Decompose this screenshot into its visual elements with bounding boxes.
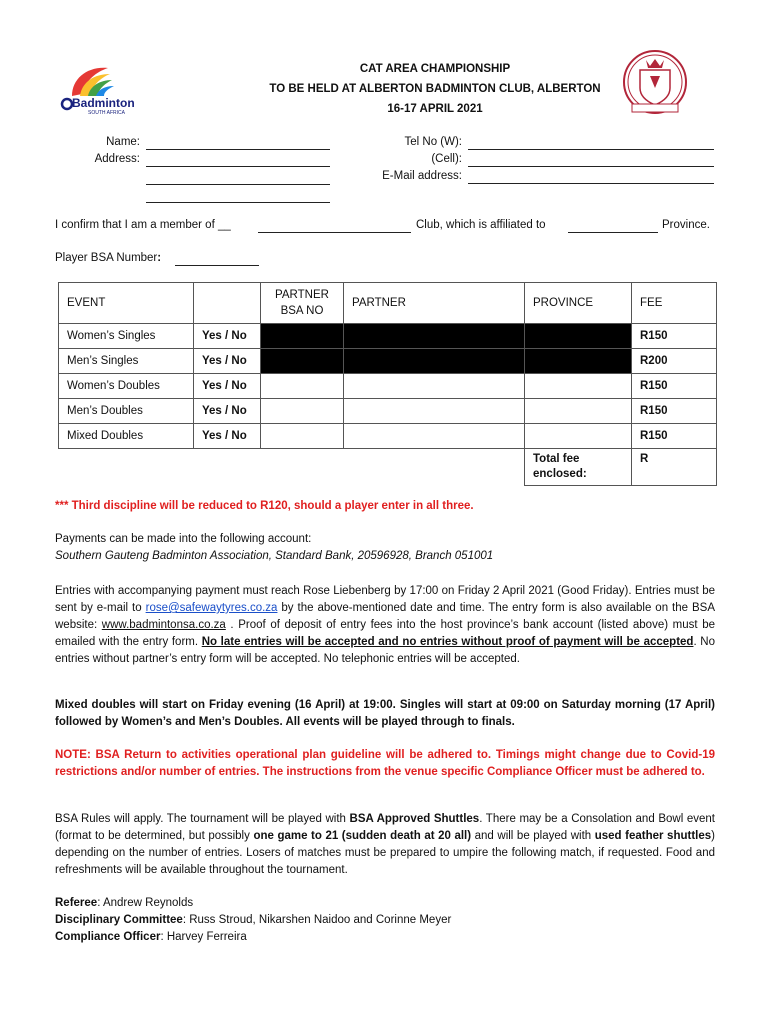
rules-text-a: BSA Rules will apply. The tournament will be played with — [55, 813, 346, 825]
fee-cell: R150 — [632, 399, 717, 424]
table-row — [59, 324, 717, 349]
bsa-number-label — [55, 252, 161, 264]
header-fee: FEE — [632, 283, 717, 324]
logo-subtext: SOUTH AFRICA — [88, 110, 125, 116]
province-cell[interactable] — [525, 399, 632, 424]
confirm-text-2: Club, which is affiliated to — [416, 219, 546, 231]
official-referee — [55, 895, 451, 912]
yes-no-choice[interactable]: Yes / No — [194, 374, 261, 399]
partner-bsa-cell[interactable] — [261, 399, 344, 424]
bsa-number-label-text: Player BSA Number — [55, 252, 158, 264]
total-spacer — [261, 449, 344, 486]
partner-cell — [344, 324, 525, 349]
badminton-sa-logo — [58, 60, 148, 120]
address-field-3[interactable] — [146, 188, 330, 203]
entries-text-2: by the above-mentioned date and time. The entry form is also available on the BSA website: — [55, 602, 715, 631]
yes-no-choice[interactable]: Yes / No — [194, 324, 261, 349]
province-cell[interactable] — [525, 374, 632, 399]
official-name: : Russ Stroud, Nikarshen Naidoo and Corinne Meyer — [182, 914, 452, 926]
header-choice — [194, 283, 261, 324]
partner-cell[interactable] — [344, 399, 525, 424]
partner-bsa-cell — [261, 324, 344, 349]
event-name: Men’s Doubles — [59, 399, 194, 424]
partner-bsa-cell[interactable] — [261, 424, 344, 449]
logo-text: Badminton — [72, 96, 135, 110]
email-field[interactable] — [468, 169, 714, 184]
header-event: EVENT — [59, 283, 194, 324]
header-partner-bsa — [261, 283, 344, 324]
official-role: Referee — [55, 897, 98, 909]
email-label: E-Mail address: — [382, 170, 462, 182]
partner-bsa-cell — [261, 349, 344, 374]
confirm-text-1: I confirm that I am a member of __ — [55, 219, 231, 231]
official-name: : Andrew Reynolds — [97, 897, 194, 909]
table-header-row — [59, 283, 717, 324]
yes-no-choice[interactable]: Yes / No — [194, 399, 261, 424]
tel-work-label: Tel No (W): — [404, 136, 462, 148]
entries-text-5: . No entries without partner’s entry form will be accepted. No telephonic entries will be accepted. — [55, 636, 715, 665]
official-role: Disciplinary Committee — [55, 914, 183, 926]
fee-cell: R150 — [632, 424, 717, 449]
total-spacer — [194, 449, 261, 486]
event-name: Women’s Singles — [59, 324, 194, 349]
total-fee-label-line2: enclosed: — [533, 468, 587, 480]
province-cell[interactable] — [525, 424, 632, 449]
entries-text-1: Entries with accompanying payment must reach Rose Liebenberg by 17:00 on Friday 2 April 2021 (Good Friday). Entries must be sent by e-mail to — [55, 585, 715, 614]
table-row — [59, 424, 717, 449]
payments-account: Southern Gauteng Badminton Association, Standard Bank, 20596928, Branch 051001 — [55, 550, 494, 562]
province-cell — [525, 349, 632, 374]
total-spacer — [344, 449, 525, 486]
header-partner: PARTNER — [344, 283, 525, 324]
rules-text-g: ) depending on the number of entries. Losers of matches must be prepared to umpire the following match, if requested. Food and refreshments will be available throughout the tournament. — [55, 830, 715, 876]
name-label: Name: — [106, 136, 140, 148]
total-spacer — [59, 449, 194, 486]
cell-label: (Cell): — [431, 153, 462, 165]
province-field[interactable] — [568, 218, 658, 233]
official-compliance — [55, 929, 451, 946]
dates-line: 16-17 APRIL 2021 — [387, 103, 483, 115]
official-role: Compliance Officer — [55, 931, 161, 943]
partner-cell[interactable] — [344, 424, 525, 449]
entries-warning: No late entries will be accepted and no entries without proof of payment will be accepted — [201, 636, 694, 648]
venue-line: TO BE HELD AT ALBERTON BADMINTON CLUB, ALBERTON — [269, 83, 601, 95]
official-disciplinary — [55, 912, 451, 929]
rules-text-e: and will be played with — [474, 830, 592, 842]
confirm-text-3: Province. — [662, 219, 710, 231]
event-name: Mixed Doubles — [59, 424, 194, 449]
schedule-paragraph: Mixed doubles will start on Friday evening (16 April) at 19:00. Singles will start at 09:00 on Saturday morning (17 April) followed by Women’s and Men’s Doubles. All events will be played through to finals. — [55, 699, 715, 728]
total-row — [59, 449, 717, 486]
partner-bsa-cell[interactable] — [261, 374, 344, 399]
yes-no-choice[interactable]: Yes / No — [194, 424, 261, 449]
cell-field[interactable] — [468, 152, 714, 167]
partner-cell[interactable] — [344, 374, 525, 399]
fee-cell: R150 — [632, 374, 717, 399]
discount-notice: *** Third discipline will be reduced to R120, should a player enter in all three. — [55, 500, 474, 512]
entries-text-3: . Proof of deposit of entry fees into the host province’s bank account (listed above) must be emailed with the entry form. — [55, 619, 715, 648]
table-row — [59, 374, 717, 399]
table-row — [59, 349, 717, 374]
entries-paragraph — [55, 583, 715, 668]
total-fee-label-line1: Total fee — [533, 453, 580, 465]
email-link[interactable]: rose@safewaytyres.co.za — [145, 602, 278, 614]
rules-text-c: . There may be a Consolation and Bowl event (format to be determined, but possibly — [55, 813, 715, 842]
rules-paragraph — [55, 811, 715, 879]
total-fee-value[interactable]: R — [632, 449, 717, 486]
covid-note: NOTE: BSA Return to activities operational plan guideline will be adhered to. Timings might change due to Covid-19 restrictions and/or number of entries. The instructions from the venue specific Compliance Officer must be adhered to. — [55, 749, 715, 778]
officials-list — [55, 895, 451, 946]
event-name: Men’s Singles — [59, 349, 194, 374]
bsa-number-field[interactable] — [175, 251, 259, 266]
rules-text-b: BSA Approved Shuttles — [349, 813, 480, 825]
table-row — [59, 399, 717, 424]
total-fee-label — [525, 449, 632, 486]
bsa-number-colon: : — [157, 252, 162, 264]
official-name: : Harvey Ferreira — [160, 931, 247, 943]
events-table — [58, 282, 717, 486]
province-cell — [525, 324, 632, 349]
championship-title: CAT AREA CHAMPIONSHIP — [359, 63, 511, 75]
partner-cell — [344, 349, 525, 374]
address-field-2[interactable] — [146, 170, 330, 185]
fee-cell: R200 — [632, 349, 717, 374]
yes-no-choice[interactable]: Yes / No — [194, 349, 261, 374]
rules-text-f: used feather shuttles — [594, 830, 712, 842]
event-name: Women’s Doubles — [59, 374, 194, 399]
header-partner-bsa-line1: PARTNER — [275, 289, 329, 301]
fee-cell: R150 — [632, 324, 717, 349]
website-link[interactable]: www.badmintonsa.co.za — [101, 619, 226, 631]
tel-work-field[interactable] — [468, 135, 714, 150]
header-province: PROVINCE — [525, 283, 632, 324]
address-field-1[interactable] — [146, 152, 330, 167]
rules-text-d: one game to 21 (sudden death at 20 all) — [253, 830, 472, 842]
club-field[interactable] — [258, 218, 411, 233]
payments-line1: Payments can be made into the following account: — [55, 533, 312, 545]
address-label: Address: — [94, 153, 140, 165]
name-field[interactable] — [146, 135, 330, 150]
header-partner-bsa-line2: BSA NO — [280, 305, 324, 317]
